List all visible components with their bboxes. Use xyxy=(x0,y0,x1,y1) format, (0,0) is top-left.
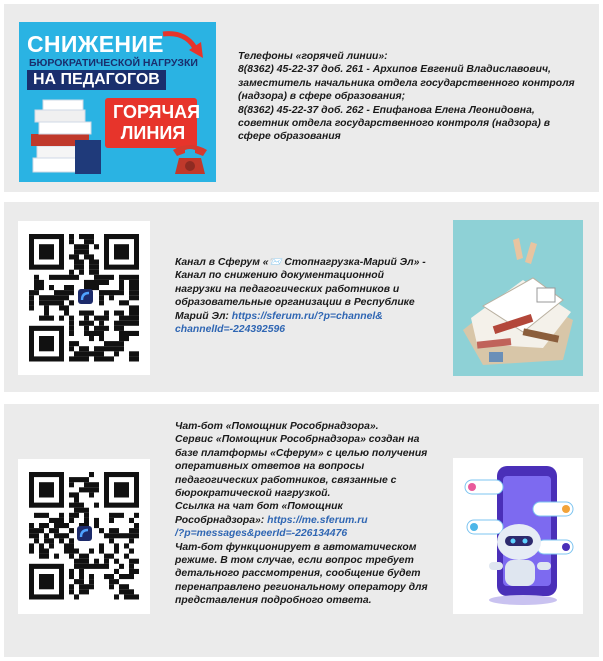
channel-link[interactable]: https://sferum.ru/?p=channel& xyxy=(231,310,383,322)
hotline-text: Телефоны «горячей линии»: 8(8362) 45-22-37 доб. 261 - Архипов Евгений Владиславович, заместитель начальника отдела государственного контроля (надзора) в сфере образования; 8(8362) 45-22-37 доб. 262 - Епифанова Елена Леонидовна, советник отдела государственного контроля (надзора) в сфере образования xyxy=(238,51,575,143)
chatbot-card xyxy=(4,404,599,657)
chatbot-link-cont[interactable]: /?p=messages&peerId=-226134476 xyxy=(175,528,348,540)
channel-text: Канал в Сферум «📨 Стопнагрузка-Марий Эл» - Канал по снижению документационной нагрузки на педагогических работников и образовательные организации в Республике Марий Эл: https://sferum.ru/?p=channel& channelId=-224392596 xyxy=(175,257,426,336)
hotline-badge-text: ГОРЯЧАЯ ЛИНИЯ xyxy=(113,102,201,143)
document-stack-icon xyxy=(27,96,107,178)
banner-title: СНИЖЕНИЕ xyxy=(27,31,164,57)
chatbot-text: Чат-бот «Помощник Рособрнадзора». Сервис «Помощник Рособрнадзора» создан на базе платформы «Сферум» с целью получения оперативных ответов на вопросы педагогических работников, связанные с бюрократической нагрузкой. Ссылка на чат бот «Помощник Рособрнадзора»: https://me.sferum.ru /?p=messages&peerId=-226134476 Чат-бот функционирует в автоматическом режиме. В том случае, если вопрос требует детального рассмотрения, сообщение будет перенаправлено региональному оператору для представления подробного ответа. xyxy=(175,421,428,607)
channel-link-cont[interactable]: channelId=-224392596 xyxy=(175,324,286,336)
sferum-logo-icon xyxy=(77,526,92,541)
hotline-banner[interactable] xyxy=(19,22,216,182)
channel-qr-code[interactable] xyxy=(18,221,150,375)
paperwork-pile-icon xyxy=(453,220,583,376)
hotline-card xyxy=(4,4,599,192)
channel-card xyxy=(4,202,599,392)
sferum-logo-icon xyxy=(78,289,93,304)
chatbot-qr-code[interactable] xyxy=(18,459,150,614)
banner-subtitle: БЮРОКРАТИЧЕСКОЙ НАГРУЗКИ xyxy=(29,57,198,69)
chatbot-robot-icon xyxy=(453,458,583,614)
chatbot-link[interactable]: https://me.sferum.ru xyxy=(267,514,368,526)
telephone-icon xyxy=(169,140,211,178)
banner-subtitle-2: НА ПЕДАГОГОВ xyxy=(27,70,166,90)
